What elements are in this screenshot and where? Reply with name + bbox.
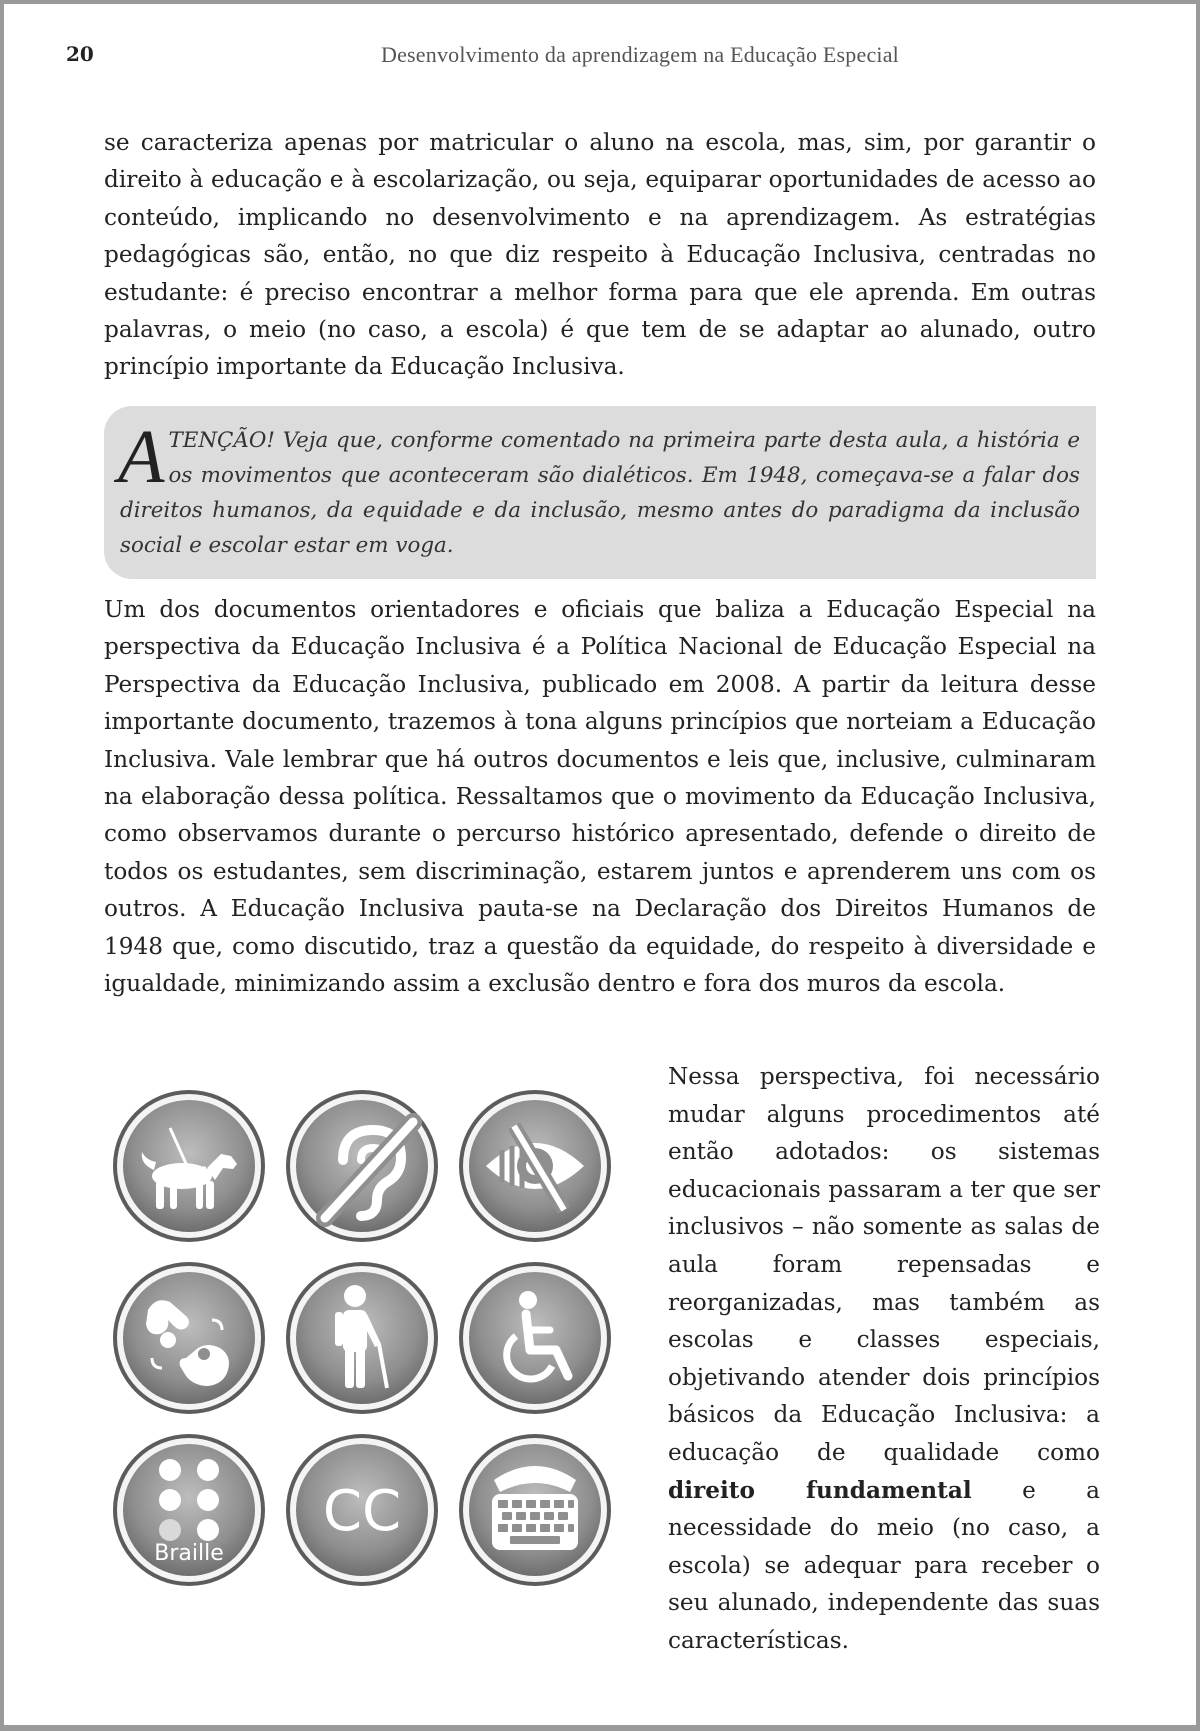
elderly-cane-icon xyxy=(286,1262,438,1414)
body-paragraph-2: Um dos documentos orientadores e oficiais que baliza a Educação Especial na perspectiva da Educação Inclusiva é a Política Nacional de Educação Especial na Perspectiva da Educação Inclusiva, publicado em 2008. A partir da leitura desse importante documento, trazemos à tona alguns princípios que norteiam a Educação Inclusiva. Vale lembrar que há outros documentos e leis que, inclusive, culminaram na elaboração dessa política. Ressaltamos que o movimento da Educação Inclusiva, como observamos durante o percurso histórico apresentado, defende o direito de todos os estudantes, sem discriminação, estarem juntos e aprenderem uns com os outros. A Educação Inclusiva pauta-se na Declaração dos Direitos Humanos de 1948 que, como discutido, traz a questão da equidade, do respeito à diversidade e igualdade, minimizando assim a exclusão dentro e fora dos muros da escola. xyxy=(104,596,1096,998)
body-paragraph-3 xyxy=(668,1058,1100,1660)
callout-dropcap: A xyxy=(118,415,165,499)
braille-label: Braille xyxy=(154,1541,224,1566)
tty-icon xyxy=(459,1434,611,1586)
accessibility-icons-image xyxy=(112,1086,632,1586)
page-header xyxy=(4,38,1196,72)
paragraph-3-bold: direito fundamental xyxy=(668,1476,972,1504)
sign-language-icon xyxy=(113,1262,265,1414)
running-title: Desenvolvimento da aprendizagem na Educação Especial xyxy=(380,42,899,67)
page-number: 20 xyxy=(66,42,94,66)
guide-dog-icon xyxy=(113,1090,265,1242)
callout-text: TENÇÃO! Veja que, conforme comentado na primeira parte desta aula, a história e os movimentos que aconteceram são dialéticos. Em 1948, começava-se a falar dos direitos humanos, da equidade e da inclusão, mesmo antes do paradigma da inclusão social e escolar estar em voga. xyxy=(120,428,1080,558)
braille-icon xyxy=(113,1434,265,1586)
attention-callout xyxy=(104,406,1096,579)
callout-body xyxy=(118,415,1080,563)
accessibility-icons-grid xyxy=(112,1086,632,1586)
cc-label: CC xyxy=(322,1479,402,1544)
low-vision-icon xyxy=(459,1090,611,1242)
closed-caption-icon xyxy=(286,1434,438,1586)
paragraph-3-part-1: Nessa perspectiva, foi necessário mudar alguns procedimentos até então adotados: os sistemas educacionais passaram a ter que ser inclusivos – não somente as salas de aula foram repensadas e reorganizadas, mas também as escolas e classes especiais, objetivando atender dois princípios básicos da Educação Inclusiva: a educação de qualidade como xyxy=(668,1063,1100,1466)
body-paragraph-1: se caracteriza apenas por matricular o aluno na escola, mas, sim, por garantir o direito à educação e à escolarização, ou seja, equiparar oportunidades de acesso ao conteúdo, implicando no desenvolvimento e na aprendizagem. As estratégias pedagógicas são, então, no que diz respeito à Educação Inclusiva, centradas no estudante: é preciso encontrar a melhor forma para que ele aprenda. Em outras palavras, o meio (no caso, a escola) é que tem de se adaptar ao alunado, outro princípio importante da Educação Inclusiva. xyxy=(104,129,1096,381)
document-page xyxy=(4,4,1196,1725)
hearing-impaired-icon xyxy=(286,1090,438,1242)
paragraph-3-part-2: e a necessidade do meio (no caso, a escola) se adequar para receber o seu alunado, independente das suas características. xyxy=(668,1476,1100,1654)
wheelchair-icon xyxy=(459,1262,611,1414)
